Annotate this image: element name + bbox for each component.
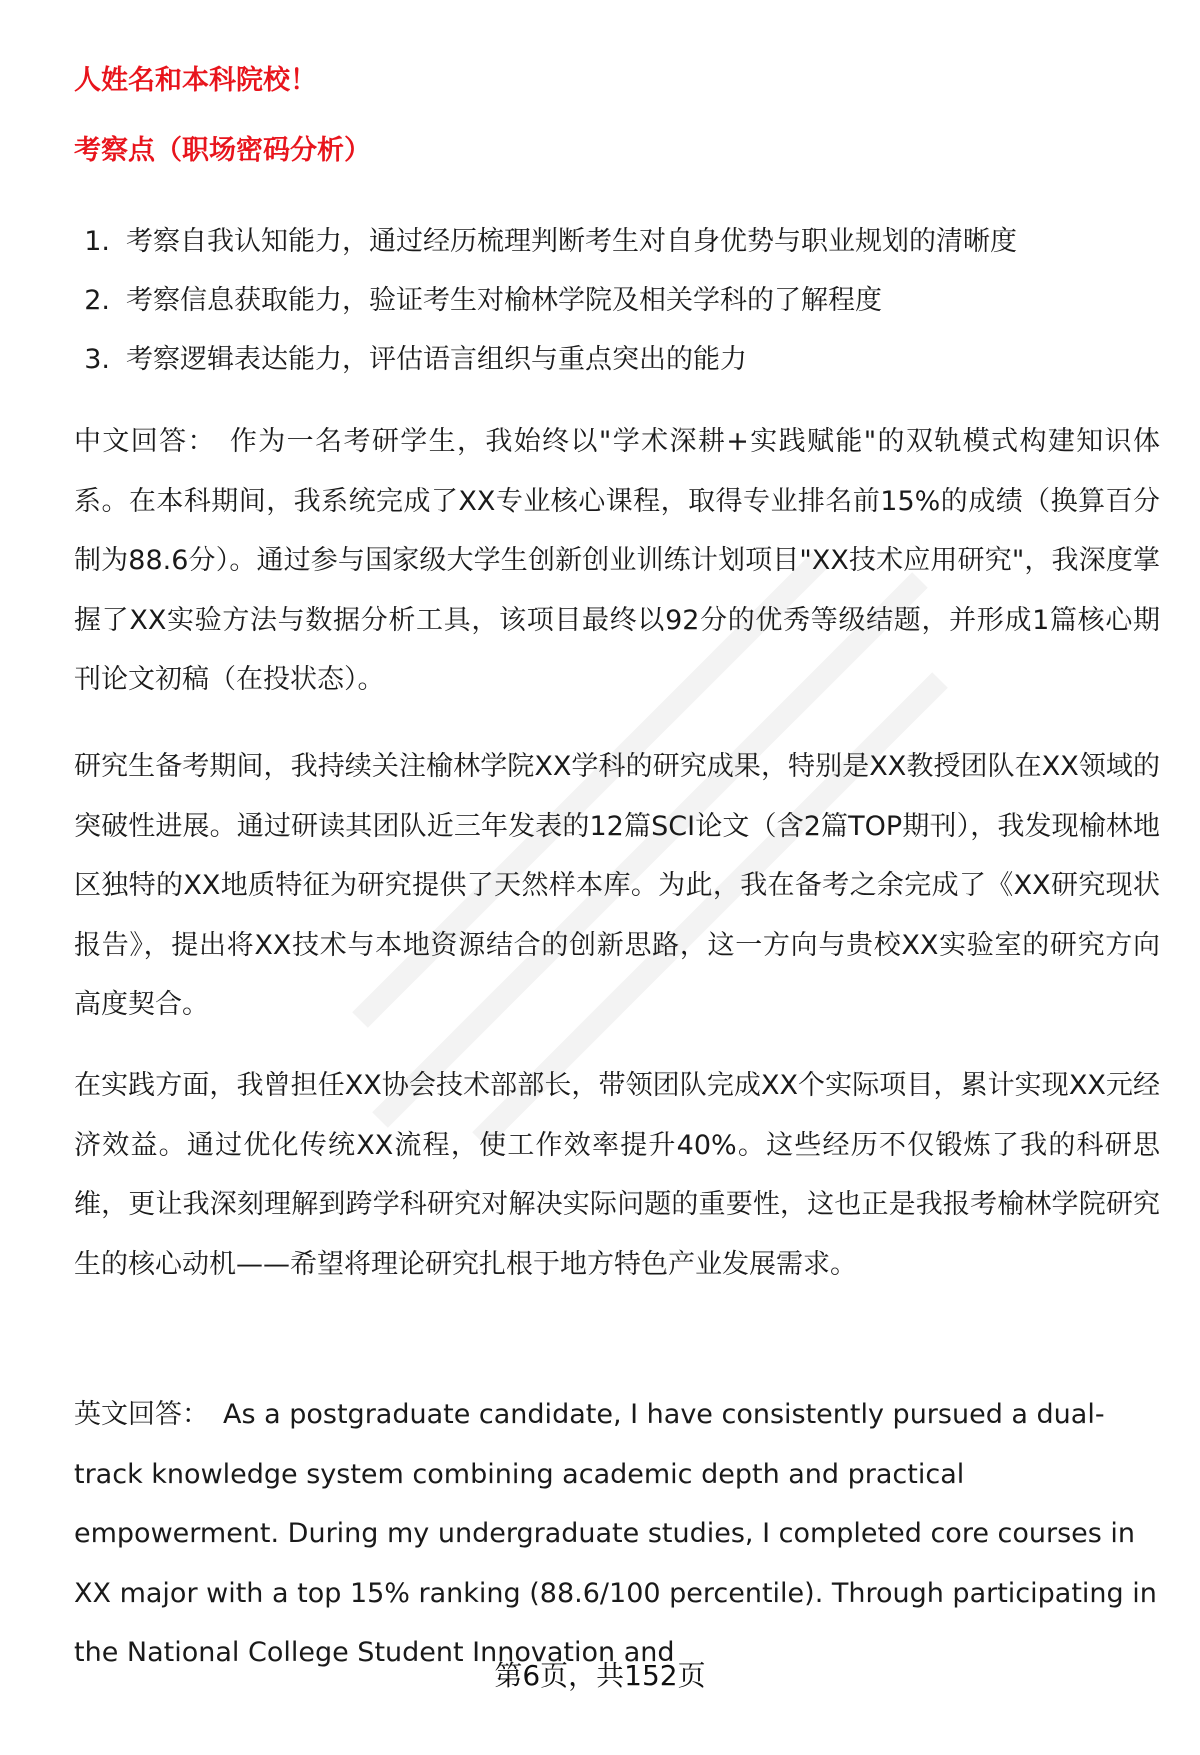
chinese-answer-label: 中文回答： (74, 426, 216, 457)
paragraph-text: 作为一名考研学生，我始终以"学术深耕+实践赋能"的双轨模式构建知识体系。在本科期间，我系统完成了XX专业核心课程，取得专业排名前15%的成绩（换算百分制为88.6分）。通过参与国家级大学生创新创业训练计划项目"XX技术应用研究"，我深度掌握了XX实验方法与数据分析工具，该项目最终以92分的优秀等级结题，并形成1篇核心期刊论文初稿（在投状态）。 (74, 426, 1161, 695)
paragraph-text: As a postgraduate candidate, I have consistently pursued a dual-track knowledge system combining academic depth and practical empowerment. During my undergraduate studies, I completed core courses in XX major with a top 15% ranking (88.6/100 percentile). Through participating in the National College Student Innovation and (74, 1399, 1157, 1668)
list-item (74, 212, 1154, 271)
list-item (74, 271, 1154, 330)
english-answer-paragraph (74, 1385, 1164, 1683)
list-item-number: 3. (84, 344, 110, 375)
chinese-answer-paragraph-2: 研究生备考期间，我持续关注榆林学院XX学科的研究成果，特别是XX教授团队在XX领域的突破性进展。通过研读其团队近三年发表的12篇SCI论文（含2篇TOP期刊），我发现榆林地区独特的XX地质特征为研究提供了天然样本库。为此，我在备考之余完成了《XX研究现状报告》，提出将XX技术与本地资源结合的创新思路，这一方向与贵校XX实验室的研究方向高度契合。 (74, 751, 1160, 1020)
list-item-text: 考察信息获取能力，验证考生对榆林学院及相关学科的了解程度 (126, 285, 882, 316)
list-item-number: 2. (84, 285, 110, 316)
chinese-answer-paragraph-1 (74, 412, 1160, 710)
heading-continuation: 人姓名和本科院校！ (74, 65, 317, 96)
list-item-text: 考察逻辑表达能力，评估语言组织与重点突出的能力 (126, 344, 747, 375)
english-answer-label: 英文回答： (74, 1399, 209, 1430)
page-number-footer: 第6页，共152页 (494, 1659, 706, 1692)
list-item-text: 考察自我认知能力，通过经历梳理判断考生对自身优势与职业规划的清晰度 (126, 226, 1017, 257)
section-title: 考察点（职场密码分析） (74, 135, 371, 166)
assessment-points-list (74, 212, 1154, 389)
chinese-answer-paragraph-3: 在实践方面，我曾担任XX协会技术部部长，带领团队完成XX个实际项目，累计实现XX元经济效益。通过优化传统XX流程，使工作效率提升40%。这些经历不仅锻炼了我的科研思维，更让我深刻理解到跨学科研究对解决实际问题的重要性，这也正是我报考榆林学院研究生的核心动机——希望将理论研究扎根于地方特色产业发展需求。 (74, 1070, 1160, 1280)
list-item (74, 330, 1154, 389)
list-item-number: 1. (84, 226, 110, 257)
